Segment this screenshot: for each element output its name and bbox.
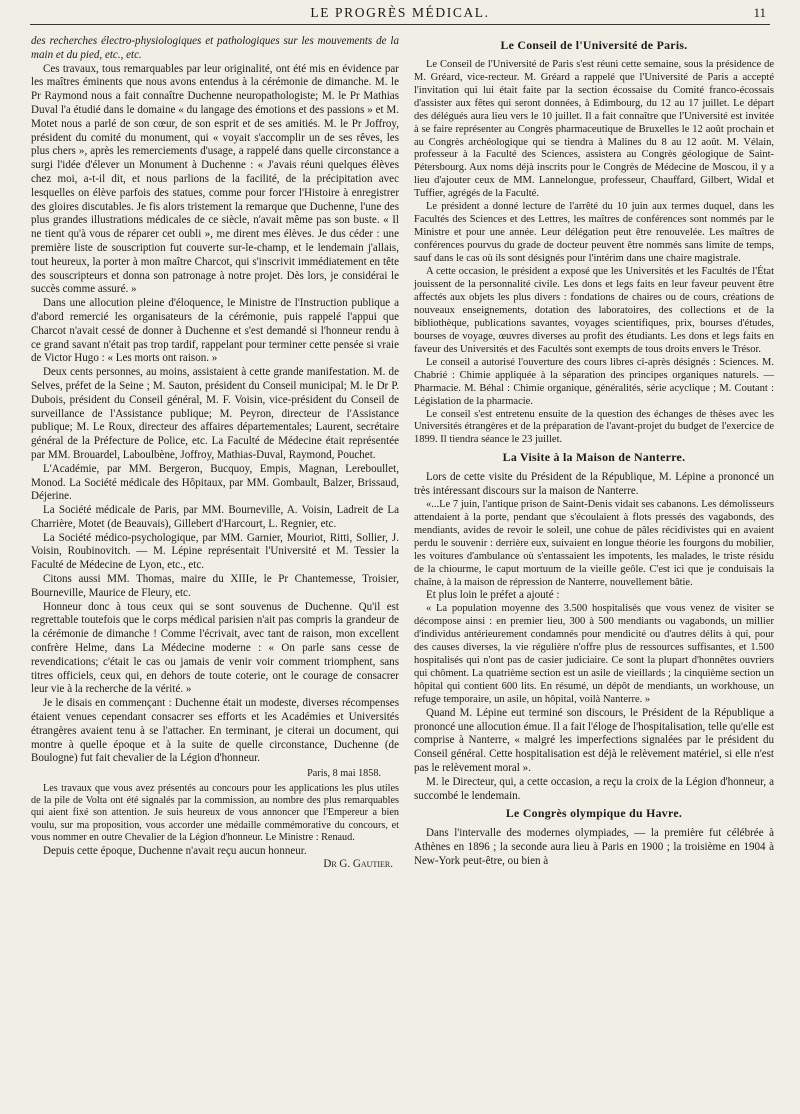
left-column: [31, 35, 399, 872]
section-heading: La Visite à la Maison de Nanterre.: [502, 450, 686, 465]
paragraph: L'Académie, par MM. Bergeron, Bucquoy, Empis, Magnan, Lereboullet, Monod. La Société médicale des Hôpitaux, par MM. Gombault, Balzer, Brissaud, Déjerine.: [31, 462, 399, 503]
author-signature: Dr G. Gautier.: [323, 858, 393, 871]
paragraph: Quand M. Lépine eut terminé son discours, le Président de la République a prononcé une allocution émue. Il a fait l'éloge de l'hospitalisation, telle qu'elle est comprise à Nanterre, « malgré les imperfections signalées par le président du Conseil général. Cette hospitalisation est déjà le relèvement matériel, si elle n'est pas le relèvement moral ».: [414, 706, 774, 775]
paragraph: Le conseil a autorisé l'ouverture des cours libres ci-après désignés : Sciences. M. Chabrié : Chimie appliquée à la séparation des principes organiques naturels. — Pharmacie. M. Béhal : Chimie organique, généralités, série acyclique ; M. Coutant : Législation de la pharmacie.: [414, 356, 774, 407]
paragraph: Lors de cette visite du Président de la République, M. Lépine a prononcé un très intéressant discours sur la maison de Nanterre.: [414, 471, 774, 497]
paragraph: des recherches électro-physiologiques et pathologiques sur les mouvements de la main et du pied, etc., etc.: [31, 35, 399, 61]
page-number: 11: [753, 5, 766, 20]
paragraph: Dans une allocution pleine d'éloquence, le Ministre de l'Instruction publique a d'abord remercié les organisateurs de la cérémonie, puis rappelé l'appui que Charcot n'avait cessé de donner à Duchenne et s'est demandé si l'honneur rendu à ce grand savant n'était pas trop tardif, rappelant pour terminer cette pensée si vraie de Victor Hugo : « Les morts ont raison. »: [31, 297, 399, 365]
paragraph: La Société médicale de Paris, par MM. Bourneville, A. Voisin, Ladreit de La Charrière, Motet (de Beauvais), Gillebert d'Harcourt, L. Regnier, etc.: [31, 504, 399, 530]
paragraph: Le conseil s'est entretenu ensuite de la question des échanges de thèses avec les Universités étrangères et de la préparation de l'avant-projet du budget de l'exercice de 1899. Il tiendra séance le 23 juillet.: [414, 408, 774, 446]
quoted-speech: «...Le 7 juin, l'antique prison de Saint-Denis vidait ses cabanons. Les démolisseurs attendaient à la porte, pendant que s'écoulaient à flots pressés des vagabonds, des mendiants, avides de revoir le soleil, une cohue de pâles récidivistes qui en avaient perdu le souvenir : derrière eux, suivaient en longue théorie les fourgons du mobilier, les voitures d'ambulance où s'entassaient les impotents, les malades, le triste résidu de la chiourme, le caput mortuum de la vieille geôle. C'est ici que je conduisais la chaîne, à la maison de répression de Nanterre, nouvellement bâtie.: [414, 498, 774, 588]
quoted-speech: « La population moyenne des 3.500 hospitalisés que vous venez de visiter se décompose ainsi : en premier lieu, 300 à 500 mendiants ou vagabonds, un millier d'individus antérieurement condamnés pour mendicité ou d'autres délits à qui, pour des causes diverses, la vie régulière n'offre plus de ressources suffisantes, et 1.500 hospitalisés qui n'ont pas de casier judiciaire. Ce sont la plupart d'honnêtes ouvriers qui chôment. La quatrième section est un asile de vieillards ; la cinquième section un hôpital qui contient 600 lits. En résumé, un dépôt de mendiants, un workhouse, un refuge temporaire, un asile, un hôpital, voilà Nanterre. »: [414, 603, 774, 705]
paragraph: Citons aussi MM. Thomas, maire du XIIIe, le Pr Chantemesse, Troisier, Bourneville, Maurice de Fleury, etc.: [31, 573, 399, 599]
page-header: [30, 4, 770, 25]
section-heading: Le Congrès olympique du Havre.: [505, 806, 683, 821]
paragraph: La Société médico-psychologique, par MM. Garnier, Mouriot, Ritti, Sollier, J. Voisin, Roubinovitch. — M. Lépine représentait l'Université et M. Tessier la Faculté de Médecine de Lyon, etc., etc.: [31, 531, 399, 572]
paragraph: Et plus loin le préfet a ajouté :: [426, 589, 560, 602]
journal-title: LE PROGRÈS MÉDICAL.: [310, 5, 490, 20]
paragraph: M. le Directeur, qui, a cette occasion, a reçu la croix de la Légion d'honneur, a succombé le lendemain.: [414, 775, 774, 802]
paragraph: Ces travaux, tous remarquables par leur originalité, ont été mis en évidence par les maîtres éminents que nous avons entendus à la cérémonie de dimanche. M. le Pr Raymond nous a fait connaître Duchenne neuropathologiste; M. le Pr Mathias Duval l'a étudié dans le domaine « du langage des émotions et des passions » et M. Motet nous a parlé de son cœur, de son esprit et de ses amitiés. M. le Pr Joffroy, président du comité du monument, qui « voyait s'accomplir un de ses rêves, les plus chers », après les remerciements d'usage, a rappelé dans quelle circonstance a surgi l'idée d'élever un Monument à Duchenne : « J'avais réuni quelques élèves chez moi, a-t-il dit, et nous parlions de la facilité, de la précipitation avec lesquelles on élève parfois des statues, comme pour forcer l'Histoire à enregistrer des gloires discutables. Je fis alors tristement la remarque que Duchenne, l'une des plus grandes illustrations médicales de ce siècle, n'avait même pas son buste. « Il ne tient qu'à vous de réparer cet oubli », me dirent mes élèves. Je dus céder : une première liste de souscription fut couverte sur-le-champ, et le lendemain j'allais, tout heureux, la porter à mon maître Charcot, qui s'inscrivit immédiatement en tête des souscripteurs et donna son patronage à notre projet. Dès lors, je considérai le succès comme assuré. »: [31, 62, 399, 296]
paragraph: Depuis cette époque, Duchenne n'avait reçu aucun honneur.: [43, 844, 307, 857]
quoted-letter: Les travaux que vous avez présentés au concours pour les applications les plus utiles de la pile de Volta ont été signalés par la commission, au nombre des plus remarquables qui aient fixé son attention. Je suis heureux de vous annoncer que l'Empereur a bien voulu, sur ma proposition, vous accorder une médaille commémorative du concours, et vous nommer en outre Chevalier de la Légion d'honneur. Le Ministre : Renaud.: [31, 782, 399, 844]
paragraph: Le président a donné lecture de l'arrêté du 10 juin aux termes duquel, dans les Facultés des Sciences et des Lettres, les maîtres de conférences sont nommés par le Ministre et pour une année. Leur délégation peut être renouvelée. Les maîtres de conférences pourvus du grade de docteur peuvent être nommés sans limite de temps, sauf dans le cas où ils sont désignés pour l'intérim dans une chaire magistrale.: [414, 201, 774, 265]
paragraph: Deux cents personnes, au moins, assistaient à cette grande manifestation. M. de Selves, préfet de la Seine ; M. Sauton, président du Conseil municipal; M. le Dr P. Dubois, président du Conseil général, M. F. Voisin, vice-président du Conseil de surveillance de l'Assistance publique; M. Peyron, directeur de l'Assistance publique; M. Le Roux, directeur des affaires départementales; Laurent, secrétaire général de la Préfecture de Police, etc. La Faculté de Médecine était représentée par MM. Brouardel, Laboulbène, Joffroy, Mathias-Duval, Raymond, Pouchet.: [31, 366, 399, 461]
paragraph: A cette occasion, le président a exposé que les Universités et les Facultés de l'État jouissent de la personnalité civile. Les dons et legs faits en leur faveur peuvent être affectés aux objets les plus divers : fondations de chaires ou de cours, créations de nouveaux enseignements, dotation des laboratoires, des collections et de la bibliothèque, publications savantes, voyages scientifiques, prix, bourses d'études, bourses de voyage, œuvres diverses au profit des étudiants. Les dons et legs faits en faveur des Universités et des Facultés sont exempts de tous droits envers le Trésor.: [414, 266, 774, 355]
paragraph: Je le disais en commençant : Duchenne était un modeste, diverses récompenses étaient venues cependant consacrer ses efforts et les Académies et Universités étrangères avaient tenu à se l'attacher. En terminant, je citerai un document, qui montre à quelle époque et à la suite de quelle circonstance, Duchenne (de Boulogne) fut fait chevalier de la Légion d'honneur.: [31, 697, 399, 765]
right-column: [414, 35, 774, 869]
paragraph: Le Conseil de l'Université de Paris s'est réuni cette semaine, sous la présidence de M. Gréard, vice-recteur. M. Gréard a rappelé que l'Université de Paris a accepté l'invitation qui lui était faite par la section écossaise du Comité franco-écossais d'assister aux fêtes qui seront données, à Edimbourg, du 12 au 17 juillet. Le départ des délégués aura lieu vers le 10 juillet. Il a fait connaître que l'Université est invitée à se faire représenter au Congrès pharmaceutique de Bruxelles le 12 août prochain et au Congrès archéologique qui se tiendra à Malines du 8 au 12 août. M. Vélain, professeur à la Faculté des Sciences, assistera au Congrès géologique de Saint-Pétersbourg. Aux noms déjà inscrits pour le Congrès de Médecine de Moscou, il y a lieu d'ajouter ceux de MM. Lannelongue, professeur, Chauffard, Gilbert, Widal et Tuffier, agrégés de la Faculté.: [414, 58, 774, 200]
letter-dateline: Paris, 8 mai 1858.: [307, 768, 381, 780]
paragraph: Dans l'intervalle des modernes olympiades, — la première fut célébrée à Athènes en 1896 ; la seconde aura lieu à Paris en 1900 ; la troisième en 1904 à New-York peut-être, ou bien à: [414, 827, 774, 867]
paragraph: Honneur donc à tous ceux qui se sont souvenus de Duchenne. Qu'il est regrettable toutefois que le corps médical parisien n'ait pas compris la grandeur de la cérémonie de dimanche ! Comme l'écrivait, avec tant de raison, mon excellent confrère Helme, dans La Médecine moderne : « On parle sans cesse de revendications; c'était le cas ou jamais de venir voir comment triomphent, sans titres officiels, ceux qui, en dehors de toute coterie, ont le courage de consacrer leur vie à la recherche de la vérité. »: [31, 600, 399, 696]
section-heading: Le Conseil de l'Université de Paris.: [500, 38, 688, 52]
